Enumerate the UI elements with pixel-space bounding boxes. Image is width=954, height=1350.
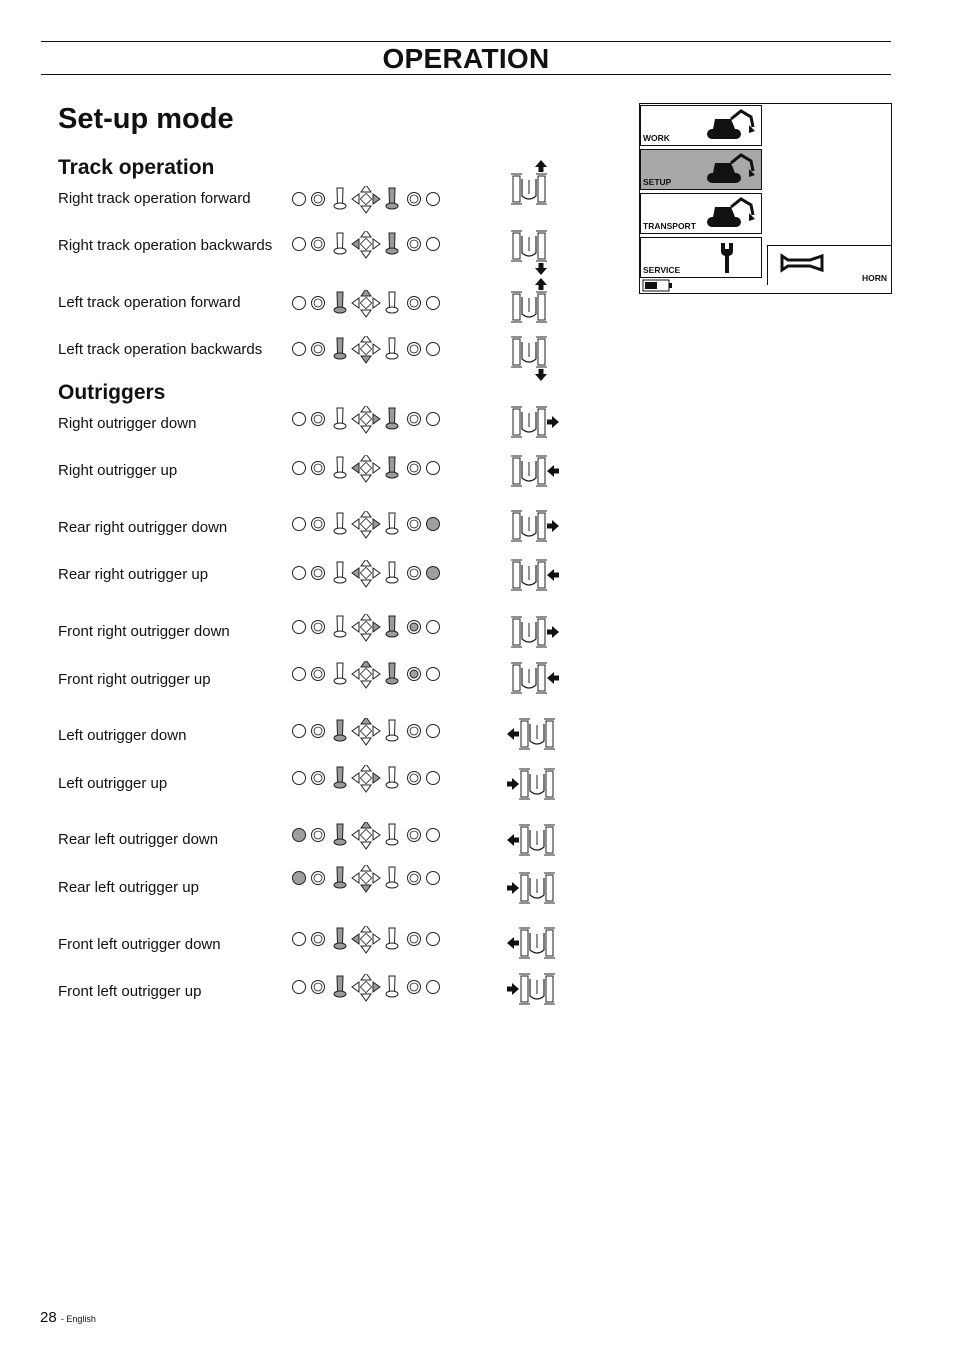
control-panel: [291, 186, 446, 216]
instruction-row: [0, 337, 600, 377]
lamp-2-icon: [312, 567, 325, 580]
control-panel: [291, 661, 446, 691]
lamp-2-icon: [312, 829, 325, 842]
machine-diagram: [511, 560, 559, 590]
lamp-1-icon: [293, 193, 306, 206]
lamp-1-icon: [293, 933, 306, 946]
lamp-2-icon: [312, 462, 325, 475]
top-rule: [41, 41, 891, 42]
lamp-4-icon: [427, 238, 440, 251]
machine-icon: [505, 956, 567, 1028]
right-lever-icon: [386, 457, 398, 478]
lamp-2-icon: [312, 238, 325, 251]
lamp-3-icon: [408, 193, 421, 206]
instruction-label: Rear left outrigger up: [58, 879, 199, 896]
control-panel: [291, 290, 446, 320]
lamp-1-icon: [293, 772, 306, 785]
direction-pad-icon: [352, 186, 380, 213]
right-lever-icon: [386, 720, 398, 741]
instruction-row: [0, 458, 600, 498]
lamp-1-icon: [293, 567, 306, 580]
direction-pad-icon: [352, 455, 380, 482]
lamp-2-icon: [312, 933, 325, 946]
lamp-4-icon: [427, 933, 440, 946]
machine-diagram: [507, 769, 555, 799]
direction-pad-icon: [352, 926, 380, 953]
machine-diagram: [511, 511, 559, 541]
section-title: OPERATION: [382, 43, 550, 74]
lamp-4-icon: [427, 772, 440, 785]
instruction-label: Right track operation forward: [58, 190, 251, 207]
lamp-4-icon: [427, 981, 440, 994]
instruction-row: [0, 875, 600, 915]
mode-label: WORK: [643, 133, 670, 143]
right-lever-icon: [386, 824, 398, 845]
excavator-icon: [699, 195, 759, 233]
display-panel: [639, 103, 892, 294]
instruction-label: Right track operation backwards: [58, 237, 273, 254]
lamp-2-icon: [312, 518, 325, 531]
machine-diagram: [507, 873, 555, 903]
machine-diagram: [507, 825, 555, 855]
lamp-4-icon: [427, 343, 440, 356]
direction-pad-icon: [352, 560, 380, 587]
lamp-3-icon: [408, 621, 421, 634]
right-lever-icon: [386, 188, 398, 209]
excavator-icon: [699, 107, 759, 145]
lamp-2-icon: [312, 872, 325, 885]
instruction-label: Front left outrigger down: [58, 936, 221, 953]
lamp-3-icon: [408, 668, 421, 681]
machine-diagram: [511, 663, 559, 693]
lamp-1-icon: [293, 872, 306, 885]
direction-pad-icon: [352, 865, 380, 892]
left-lever-icon: [334, 928, 346, 949]
control-panel: [291, 974, 446, 1004]
mode-label: SETUP: [643, 177, 672, 187]
direction-arrow-icon: [547, 465, 559, 477]
direction-arrow-icon: [507, 778, 519, 790]
lamp-2-icon: [312, 297, 325, 310]
direction-arrow-icon: [547, 672, 559, 684]
lamp-3-icon: [408, 413, 421, 426]
control-panel: [291, 614, 446, 644]
excavator-icon: [699, 151, 759, 189]
right-lever-icon: [386, 616, 398, 637]
control-panel: [291, 231, 446, 261]
right-lever-icon: [386, 663, 398, 684]
left-lever-icon: [334, 338, 346, 359]
lamp-1-icon: [293, 829, 306, 842]
horn-icon: [778, 252, 838, 278]
instruction-label: Right outrigger down: [58, 415, 197, 432]
instruction-label: Left track operation backwards: [58, 341, 263, 358]
direction-pad-icon: [352, 511, 380, 538]
lamp-1-icon: [293, 297, 306, 310]
page-footer: [40, 1309, 96, 1326]
lamp-4-icon: [427, 567, 440, 580]
lamp-1-icon: [293, 343, 306, 356]
instruction-label: Left outrigger down: [58, 727, 187, 744]
direction-arrow-icon: [547, 416, 559, 428]
direction-pad-icon: [352, 336, 380, 363]
horn-button[interactable]: [767, 245, 891, 285]
left-lever-icon: [334, 513, 346, 534]
right-lever-icon: [386, 233, 398, 254]
lamp-4-icon: [427, 518, 440, 531]
horn-label: HORN: [861, 273, 887, 283]
right-lever-icon: [386, 513, 398, 534]
instruction-row: [0, 979, 600, 1019]
lamp-4-icon: [427, 621, 440, 634]
lamp-2-icon: [312, 413, 325, 426]
lamp-1-icon: [293, 518, 306, 531]
left-lever-icon: [334, 616, 346, 637]
lamp-3-icon: [408, 981, 421, 994]
lamp-3-icon: [408, 725, 421, 738]
footer-language: - English: [60, 1314, 96, 1324]
machine-diagram: [511, 407, 559, 437]
instruction-label: Front right outrigger up: [58, 671, 211, 688]
lamp-3-icon: [408, 933, 421, 946]
page-heading: Set-up mode: [58, 103, 234, 135]
left-lever-icon: [334, 408, 346, 429]
machine-diagram: [511, 160, 547, 204]
lamp-3-icon: [408, 829, 421, 842]
direction-pad-icon: [352, 822, 380, 849]
instruction-row: [0, 233, 600, 273]
right-lever-icon: [386, 867, 398, 888]
lamp-2-icon: [312, 725, 325, 738]
lamp-4-icon: [427, 725, 440, 738]
control-panel: [291, 865, 446, 895]
lamp-2-icon: [312, 981, 325, 994]
lamp-4-icon: [427, 872, 440, 885]
right-lever-icon: [386, 976, 398, 997]
direction-arrow-icon: [535, 369, 547, 381]
direction-pad-icon: [352, 661, 380, 688]
machine-diagram: [507, 719, 555, 749]
control-panel: [291, 926, 446, 956]
lamp-1-icon: [293, 462, 306, 475]
mode-button-transport[interactable]: [640, 193, 762, 234]
direction-pad-icon: [352, 718, 380, 745]
mode-label: TRANSPORT: [643, 221, 696, 231]
control-panel: [291, 511, 446, 541]
direction-arrow-icon: [535, 160, 547, 172]
lamp-1-icon: [293, 238, 306, 251]
left-lever-icon: [334, 562, 346, 583]
mode-button-service[interactable]: [640, 237, 762, 278]
control-panel: [291, 455, 446, 485]
lamp-1-icon: [293, 668, 306, 681]
lamp-4-icon: [427, 193, 440, 206]
left-lever-icon: [334, 188, 346, 209]
lamp-1-icon: [293, 725, 306, 738]
left-lever-icon: [334, 824, 346, 845]
machine-diagram: [511, 278, 547, 322]
mode-button-setup[interactable]: [640, 149, 762, 190]
direction-pad-icon: [352, 406, 380, 433]
instruction-row: [0, 771, 600, 811]
direction-arrow-icon: [547, 569, 559, 581]
direction-arrow-icon: [507, 728, 519, 740]
battery-icon: [642, 279, 674, 293]
instruction-label: Right outrigger up: [58, 462, 178, 479]
lamp-2-icon: [312, 621, 325, 634]
instruction-label: Rear right outrigger up: [58, 566, 209, 583]
lamp-3-icon: [408, 872, 421, 885]
control-panel: [291, 822, 446, 852]
control-panel: [291, 336, 446, 366]
right-lever-icon: [386, 928, 398, 949]
direction-arrow-icon: [507, 937, 519, 949]
right-lever-icon: [386, 767, 398, 788]
direction-arrow-icon: [547, 520, 559, 532]
mode-button-work[interactable]: [640, 105, 762, 146]
instruction-label: Left track operation forward: [58, 294, 241, 311]
control-panel: [291, 765, 446, 795]
left-lever-icon: [334, 867, 346, 888]
lamp-4-icon: [427, 829, 440, 842]
left-lever-icon: [334, 292, 346, 313]
lamp-3-icon: [408, 772, 421, 785]
lamp-2-icon: [312, 668, 325, 681]
control-panel: [291, 718, 446, 748]
mode-label: SERVICE: [643, 265, 681, 275]
instruction-label: Front right outrigger down: [58, 623, 230, 640]
lamp-2-icon: [312, 772, 325, 785]
direction-arrow-icon: [507, 983, 519, 995]
machine-diagram: [507, 928, 555, 958]
right-lever-icon: [386, 338, 398, 359]
direction-pad-icon: [352, 765, 380, 792]
lamp-2-icon: [312, 193, 325, 206]
instruction-label: Rear left outrigger down: [58, 831, 219, 848]
machine-diagram: [507, 974, 555, 1004]
subheading-track-operation: Track operation: [58, 156, 215, 179]
direction-arrow-icon: [507, 834, 519, 846]
machine-diagram: [511, 456, 559, 486]
lamp-3-icon: [408, 297, 421, 310]
lamp-3-icon: [408, 567, 421, 580]
instruction-label: Left outrigger up: [58, 775, 168, 792]
direction-pad-icon: [352, 974, 380, 1001]
control-panel: [291, 560, 446, 590]
lamp-2-icon: [312, 343, 325, 356]
instruction-row: [0, 562, 600, 602]
lamp-3-icon: [408, 462, 421, 475]
left-lever-icon: [334, 233, 346, 254]
direction-arrow-icon: [547, 626, 559, 638]
right-lever-icon: [386, 408, 398, 429]
lamp-4-icon: [427, 668, 440, 681]
lamp-1-icon: [293, 981, 306, 994]
left-lever-icon: [334, 457, 346, 478]
left-lever-icon: [334, 976, 346, 997]
wrench-icon: [699, 239, 759, 277]
right-lever-icon: [386, 292, 398, 313]
lamp-3-icon: [408, 518, 421, 531]
lamp-4-icon: [427, 462, 440, 475]
lamp-4-icon: [427, 297, 440, 310]
lamp-3-icon: [408, 238, 421, 251]
machine-diagram: [511, 617, 559, 647]
instruction-label: Front left outrigger up: [58, 983, 202, 1000]
right-lever-icon: [386, 562, 398, 583]
direction-arrow-icon: [507, 882, 519, 894]
left-lever-icon: [334, 720, 346, 741]
machine-diagram: [511, 231, 547, 275]
lamp-3-icon: [408, 343, 421, 356]
machine-diagram: [511, 337, 547, 381]
left-lever-icon: [334, 663, 346, 684]
direction-pad-icon: [352, 614, 380, 641]
direction-pad-icon: [352, 290, 380, 317]
direction-arrow-icon: [535, 278, 547, 290]
lamp-1-icon: [293, 621, 306, 634]
control-panel: [291, 406, 446, 436]
direction-pad-icon: [352, 231, 380, 258]
machine-icon: [505, 319, 567, 391]
lamp-1-icon: [293, 413, 306, 426]
page-number: 28: [40, 1309, 57, 1326]
left-lever-icon: [334, 767, 346, 788]
subheading-outriggers: Outriggers: [58, 381, 166, 404]
bottom-rule: [41, 74, 891, 75]
lamp-4-icon: [427, 413, 440, 426]
instruction-label: Rear right outrigger down: [58, 519, 228, 536]
